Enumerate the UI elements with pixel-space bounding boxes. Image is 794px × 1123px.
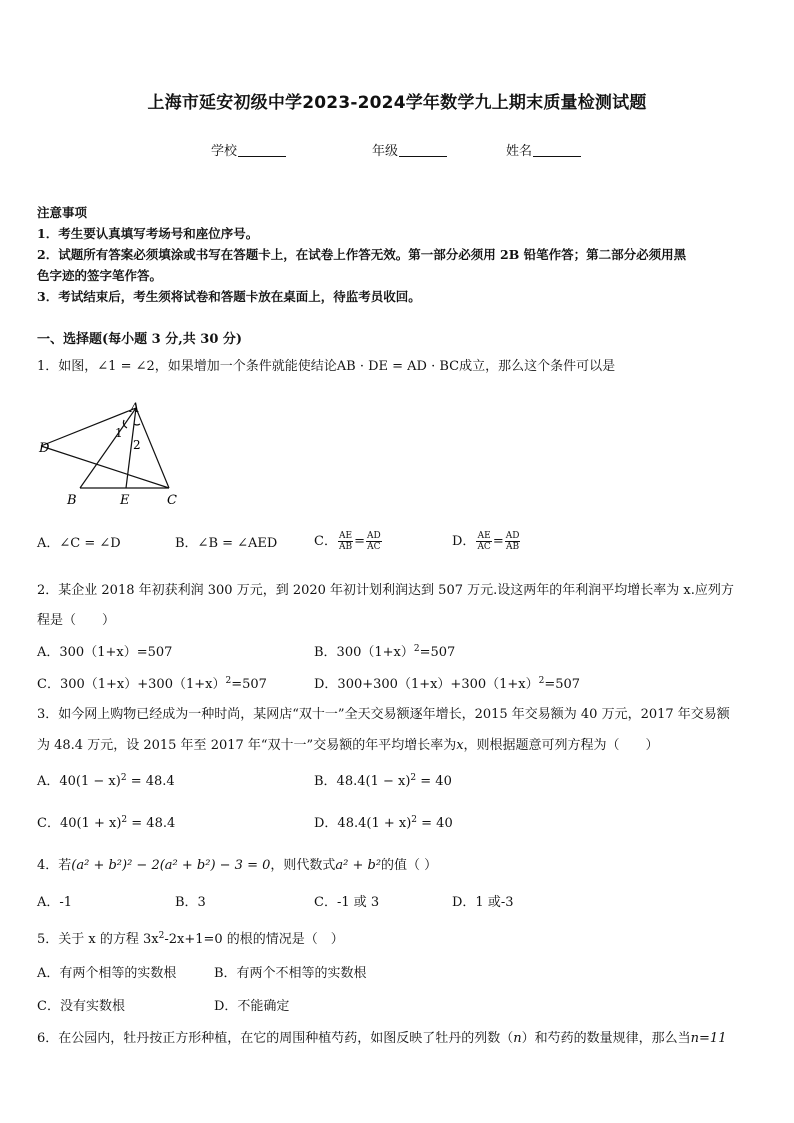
segment-ac: [136, 408, 169, 488]
option-text: = 40: [416, 774, 452, 789]
q2-option-a: A．300（1+x）=507: [37, 645, 173, 660]
exponent: 2: [538, 676, 545, 686]
denominator: AC: [477, 542, 491, 552]
variable: x: [456, 738, 464, 753]
question-6-text: [37, 1030, 726, 1048]
page-title: 上海市延安初级中学2023-2024学年数学九上期末质量检测试题: [147, 93, 647, 113]
q1-option-b: B．∠B = ∠AED: [175, 536, 278, 551]
fraction: [505, 531, 521, 552]
q2-option-c: [37, 676, 267, 694]
grade-blank: [399, 144, 447, 157]
numerator: AE: [338, 531, 353, 541]
notice-block: [37, 202, 762, 307]
option-text: B．300（1+x）: [314, 645, 414, 660]
option-text: = 40: [417, 816, 453, 831]
q2-option-d: [314, 676, 580, 694]
question-text: ）和芍药的数量规律，那么当: [521, 1031, 691, 1046]
denominator: AB: [338, 542, 353, 552]
denominator: AB: [506, 542, 520, 552]
expression: a² + b²: [335, 858, 382, 873]
question-text: 4．若: [37, 858, 72, 873]
q5-option-d: D．不能确定: [214, 999, 290, 1014]
name-label: 姓名: [506, 144, 533, 159]
option-text: D．48.4(1 + x): [314, 816, 412, 831]
option-text: C．300（1+x）+300（1+x）: [37, 677, 226, 692]
option-text: D．300+300（1+x）+300（1+x）: [314, 677, 539, 692]
q1-triangle-figure: [36, 398, 186, 510]
q1-option-c: [314, 531, 383, 552]
notice-item: 色字迹的签字笔作答。: [37, 268, 163, 283]
numerator: AD: [505, 531, 520, 541]
question-text: ，则代数式: [270, 858, 336, 873]
fraction: [476, 531, 491, 552]
angle-2-label: 2: [133, 438, 141, 452]
exponent: 2: [410, 773, 417, 783]
question-text: -2x+1=0 的根的情况是（ ）: [164, 932, 344, 947]
variable: n: [513, 1031, 522, 1046]
question-1-text: 1．如图，∠1 = ∠2，如果增加一个条件就能使结论AB · DE = AD · BC成立，那么这个条件可以是: [37, 359, 616, 374]
grade-label: 年级: [372, 144, 399, 159]
angle-1-label: 1: [115, 426, 123, 440]
point-a-label: A: [130, 401, 140, 416]
q3-option-c: [37, 815, 175, 833]
q1-option-d: [452, 531, 521, 552]
notice-item: 3．考试结束后，考生须将试卷和答题卡放在桌面上，待监考员收回。: [37, 289, 421, 304]
question-4-text: [37, 857, 437, 875]
school-field: [211, 140, 286, 159]
grade-field: [372, 140, 447, 159]
option-text: A．40(1 − x): [37, 774, 121, 789]
fraction: [338, 531, 353, 552]
point-b-label: B: [67, 493, 77, 508]
option-text: B．48.4(1 − x): [314, 774, 411, 789]
exponent: 2: [413, 644, 420, 654]
q4-option-b: B．3: [175, 895, 206, 910]
question-3-line-1: 3．如今网上购物已经成为一种时尚，某网店“双十一”全天交易额逐年增长，2015 年交易额为 40 万元，2017 年交易额: [37, 707, 730, 722]
question-2-line-1: 2．某企业 2018 年初获利润 300 万元，到 2020 年初计划利润达到 507 万元.设这两年的年利润平均增长率为 x.应列方: [37, 583, 734, 598]
q5-option-b: B．有两个不相等的实数根: [214, 966, 367, 981]
q4-option-d: D．1 或-3: [452, 895, 514, 910]
numerator: AE: [477, 531, 491, 541]
section-heading: 一、选择题(每小题 3 分,共 30 分): [37, 332, 243, 347]
question-3-line-2: [37, 737, 659, 755]
q5-option-a: A．有两个相等的实数根: [37, 966, 177, 981]
question-text: 为 48.4 万元，设 2015 年至 2017 年“双十一”交易额的年平均增长率为: [37, 738, 457, 753]
option-text: =507: [419, 645, 456, 660]
equals-sign: =: [492, 534, 504, 549]
question-5-text: [37, 931, 344, 949]
equals-sign: =: [354, 534, 365, 549]
condition: n=11: [690, 1031, 727, 1046]
q3-option-b: [314, 773, 452, 791]
q3-option-d: [314, 815, 453, 833]
school-label: 学校: [211, 144, 238, 159]
option-text: =507: [231, 677, 267, 692]
name-field: [506, 140, 581, 159]
question-text: ，则根据题意可列方程为（ ）: [463, 738, 659, 753]
name-blank: [533, 144, 581, 157]
q2-option-b: [314, 644, 455, 662]
notice-item: 2．试题所有答案必须填涂或书写在答题卡上，在试卷上作答无效。第一部分必须用 2B 铅笔作答；第二部分必须用黑: [37, 247, 687, 262]
exponent: 2: [120, 773, 127, 783]
q1-option-d-label: D．: [452, 534, 476, 549]
fraction: [366, 531, 382, 552]
equation: (a² + b²)² − 2(a² + b²) − 3 = 0: [71, 858, 271, 873]
point-d-label: D: [39, 441, 50, 456]
option-text: = 48.4: [127, 816, 176, 831]
q4-option-a: A．-1: [37, 895, 73, 910]
exponent: 2: [225, 676, 232, 686]
angle-2-arc: [134, 424, 140, 425]
q4-option-c: C．-1 或 3: [314, 895, 380, 910]
point-c-label: C: [167, 493, 177, 508]
point-e-label: E: [120, 493, 130, 508]
option-text: = 48.4: [126, 774, 175, 789]
question-2-line-2: 程是（ ）: [37, 613, 116, 628]
question-text: 6．在公园内，牡丹按正方形种植，在它的周围种植芍药，如图反映了牡丹的列数（: [37, 1031, 514, 1046]
q1-option-a: A．∠C = ∠D: [37, 536, 121, 551]
q3-option-a: [37, 773, 175, 791]
numerator: AD: [366, 531, 381, 541]
school-blank: [238, 144, 286, 157]
notice-heading: 注意事项: [37, 205, 88, 220]
exponent: 2: [121, 815, 128, 825]
notice-item: 1．考生要认真填写考场号和座位序号。: [37, 226, 259, 241]
exponent: 2: [411, 815, 418, 825]
q5-option-c: C．没有实数根: [37, 999, 125, 1014]
option-text: C．40(1 + x): [37, 816, 122, 831]
exponent: 2: [158, 931, 165, 941]
question-text: 5．关于 x 的方程 3x: [37, 932, 159, 947]
denominator: AC: [367, 542, 381, 552]
question-text: 的值（ ）: [381, 858, 438, 873]
option-text: =507: [544, 677, 581, 692]
q1-option-c-label: C．: [314, 534, 337, 549]
